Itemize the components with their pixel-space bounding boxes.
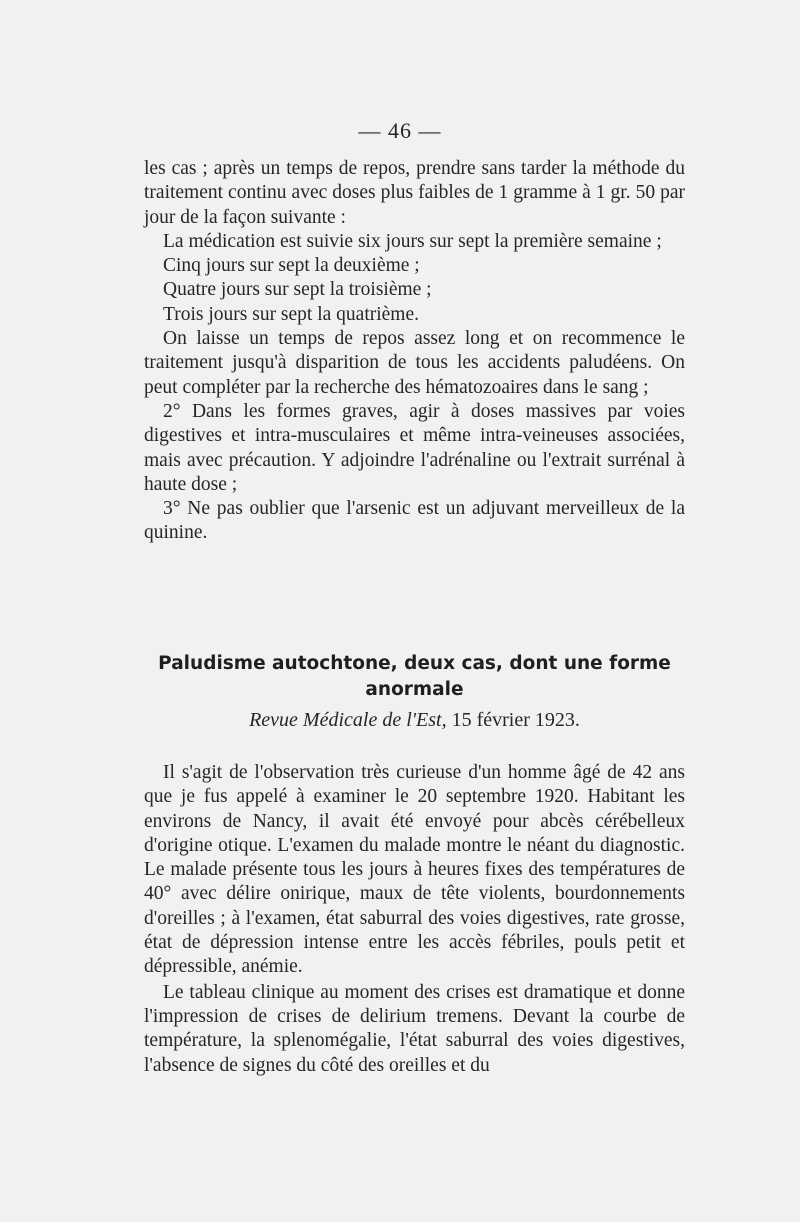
paragraph: 2° Dans les formes graves, agir à doses massives par voies digestives et intra-musculaires et même intra-veineuses associées, mais avec précaution. Y adjoindre l'adrénaline ou l'extrait surrénal à haute dose ; [144,400,685,495]
top-text-block [144,157,685,546]
list-line: Cinq jours sur sept la deuxième ; [163,255,420,277]
list-line: Trois jours sur sept la quatrième. [163,303,420,325]
source-journal: Revue Médicale de l'Est, [249,709,447,731]
bottom-text-block [144,761,685,1079]
paragraph: Le tableau clinique au moment des crises est dramatique et donne l'impression de crises de delirium tremens. Devant la courbe de température, la splenomégalie, l'état saburral des voies digestives, l'absence de signes du côté des oreilles et du [144,981,685,1076]
paragraph: La médication est suivie six jours sur sept la première semaine ; [163,230,662,252]
source-citation [144,707,685,733]
paragraph: les cas ; après un temps de repos, prendre sans tarder la méthode du traitement continu avec doses plus faibles de 1 gramme à 1 gr. 50 par jour de la façon suivante : [144,158,685,228]
paragraph: 3° Ne pas oublier que l'arsenic est un adjuvant merveilleux de la quinine. [144,498,685,544]
page-number: — 46 — [358,118,442,143]
list-line: Quatre jours sur sept la troisième ; [163,279,432,301]
section-title: Paludisme autochtone, deux cas, dont une forme anormale [158,653,671,700]
paragraph: On laisse un temps de repos assez long et on recommence le traitement jusqu'à disparition de tous les accidents paludéens. On peut compléter par la recherche des hématozoaires dans le sang ; [144,328,685,398]
source-date: 15 février 1923. [451,709,580,731]
paragraph: Il s'agit de l'observation très curieuse d'un homme âgé de 42 ans que je fus appelé à examiner le 20 septembre 1920. Habitant les environs de Nancy, il avait été envoyé pour abcès cérébelleux d'origine otique. L'examen du malade montre le néant du diagnostic. Le malade présente tous les jours à heures fixes des températures de 40° avec délire onirique, maux de tête violents, bourdonnements d'oreilles ; à l'examen, état saburral des voies digestives, rate grosse, état de dépression intense entre les accès fébriles, pouls petit et dépressible, anémie. [144,762,685,978]
